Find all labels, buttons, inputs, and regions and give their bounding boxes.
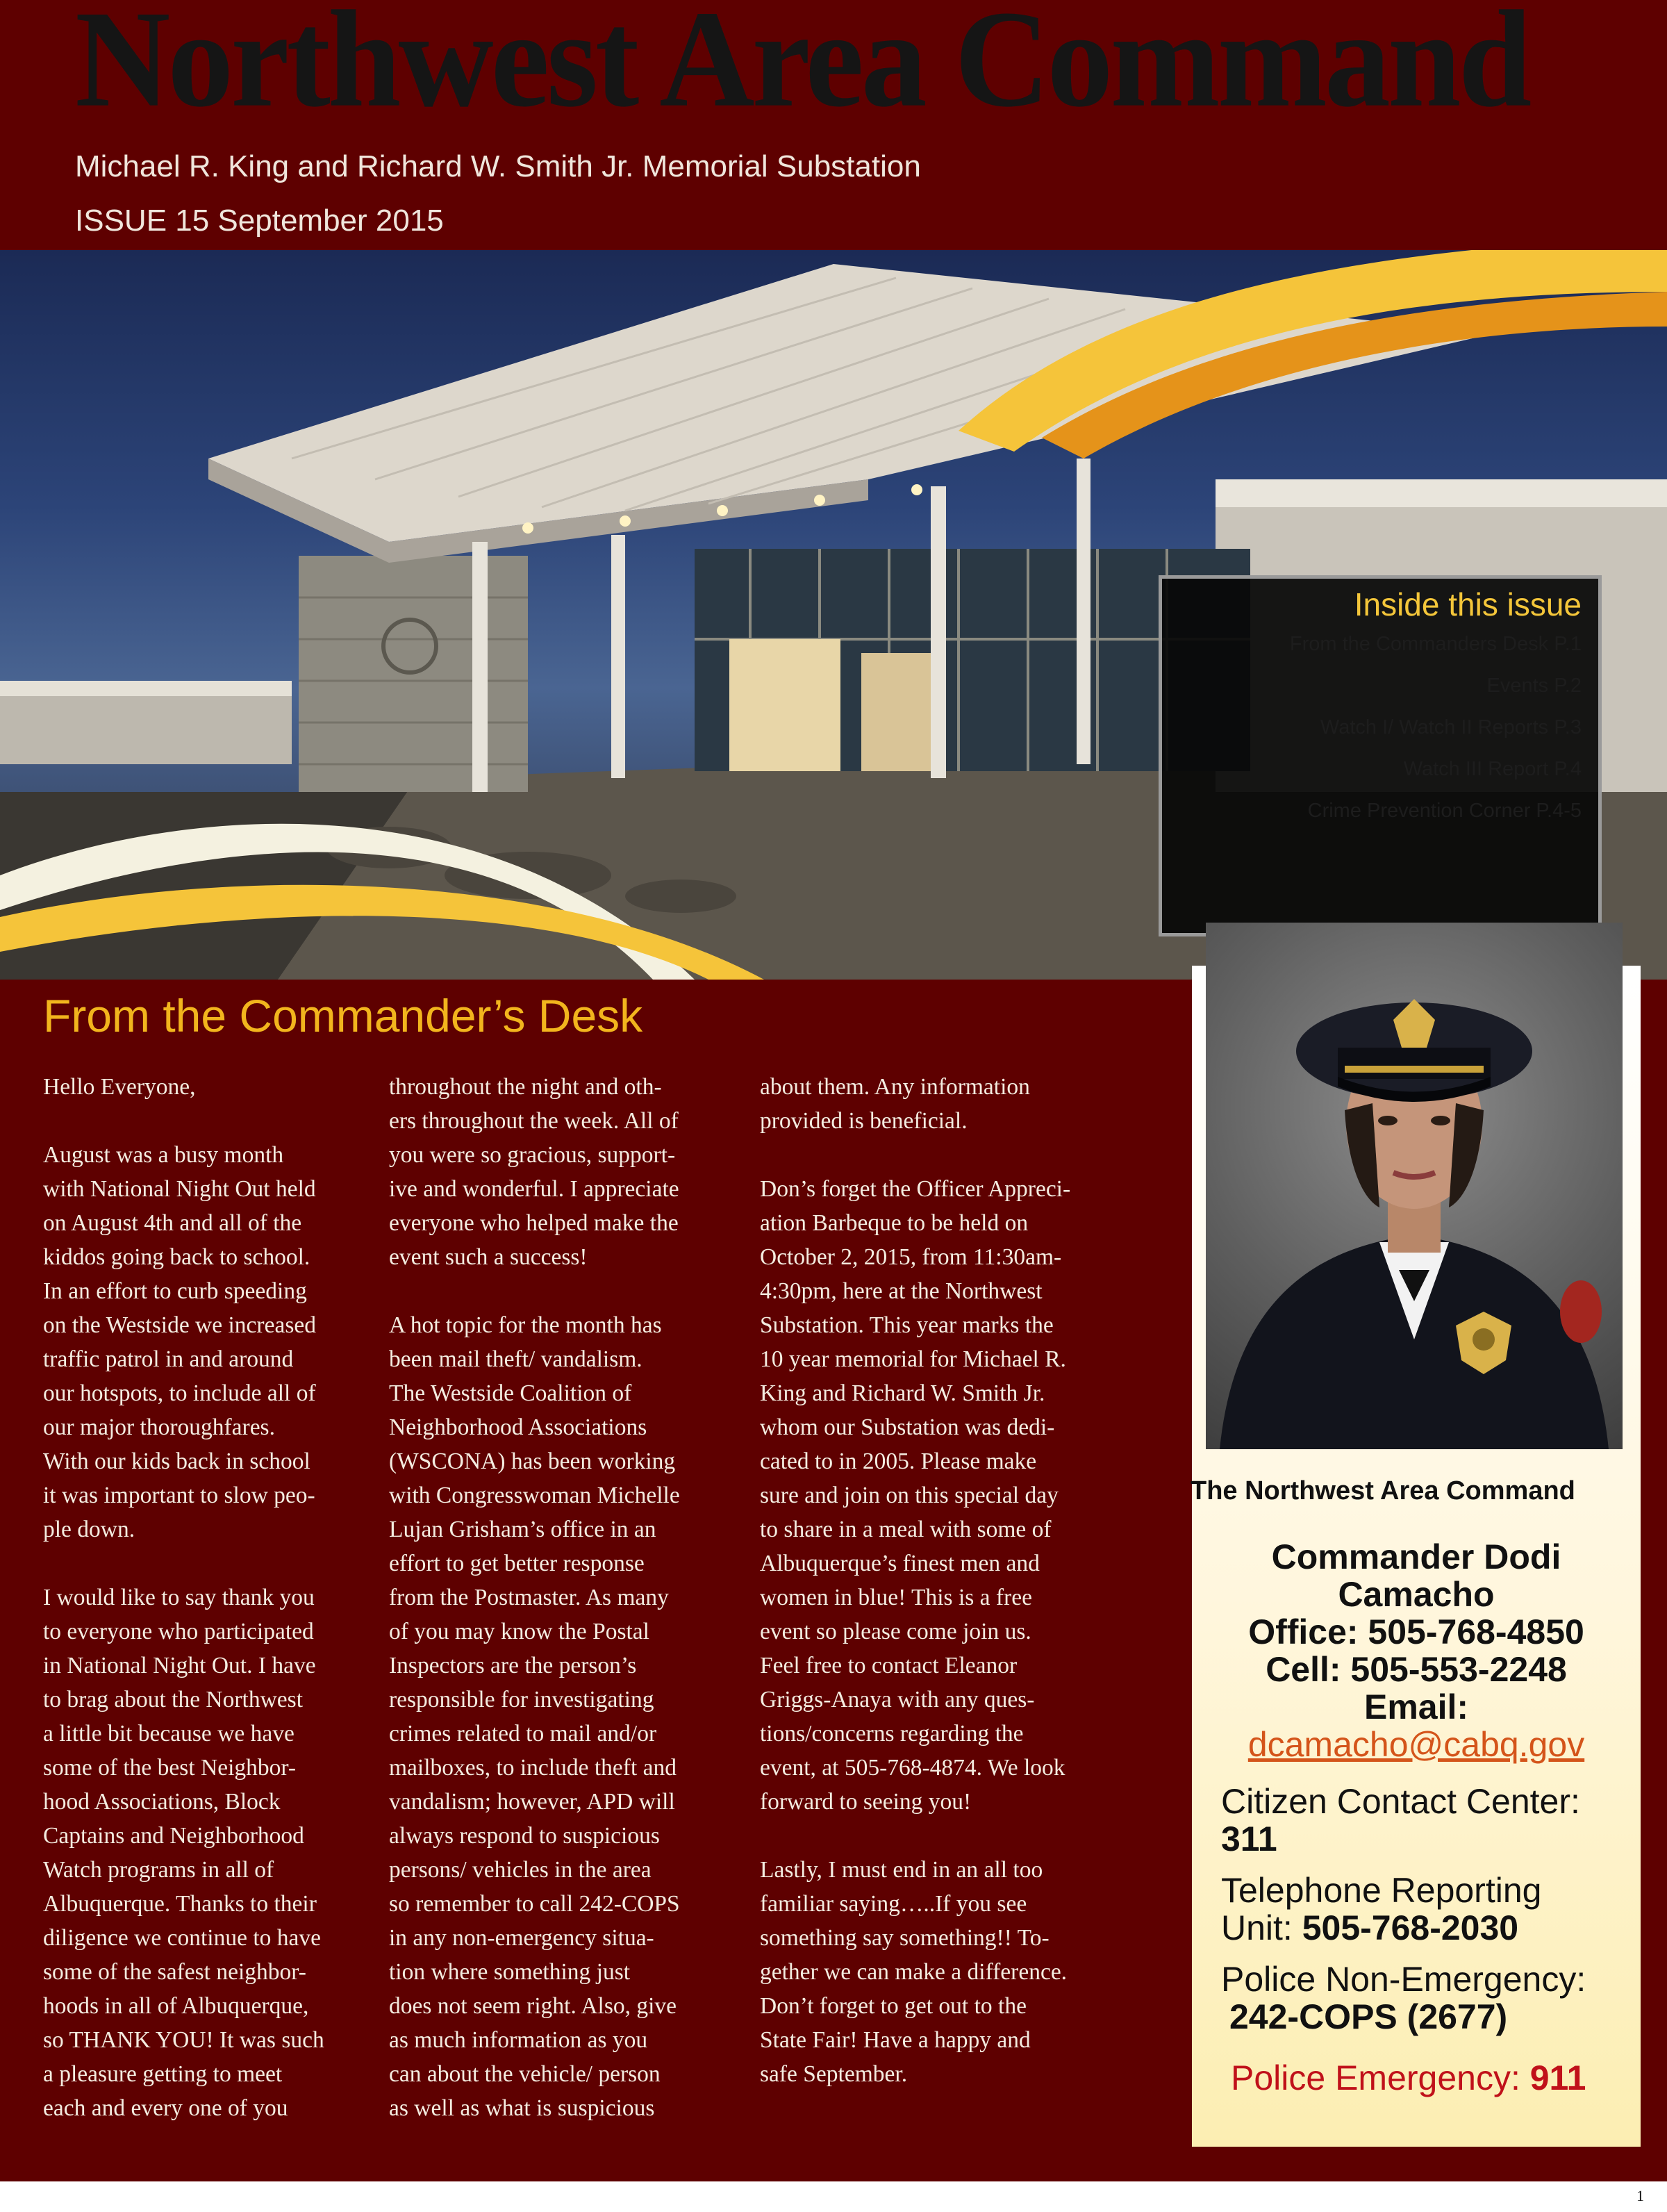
text-line: safe September. bbox=[760, 2061, 908, 2087]
text-line: so THANK YOU! It was such bbox=[43, 2027, 324, 2053]
text-line: October 2, 2015, from 11:30am- bbox=[760, 1244, 1062, 1270]
text-line: State Fair! Have a happy and bbox=[760, 2027, 1031, 2053]
text-line: cated to in 2005. Please make bbox=[760, 1448, 1037, 1474]
text-line: ple down. bbox=[43, 1517, 135, 1542]
text-line: a little bit because we have bbox=[43, 1721, 295, 1747]
paragraph bbox=[43, 1070, 324, 1104]
email-link[interactable]: dcamacho@cabq.gov bbox=[1247, 1725, 1585, 1764]
text-line: persons/ vehicles in the area bbox=[389, 1857, 652, 1883]
text-line: forward to seeing you! bbox=[760, 1789, 972, 1815]
telephone-reporting-row bbox=[1221, 1909, 1518, 1947]
text-line: 10 year memorial for Michael R. bbox=[760, 1346, 1066, 1372]
paragraph bbox=[760, 1853, 1070, 2091]
text-line: everyone who helped make the bbox=[389, 1210, 679, 1236]
telephone-reporting-label: Telephone Reporting bbox=[1221, 1871, 1542, 1910]
inside-this-issue-box bbox=[1159, 575, 1602, 936]
text-line: vandalism; however, APD will bbox=[389, 1789, 675, 1815]
article-column-1 bbox=[43, 1070, 324, 2159]
text-line: whom our Substation was dedi- bbox=[760, 1414, 1055, 1440]
issue-label: ISSUE 15 September 2015 bbox=[75, 204, 444, 238]
commander-name-line1: Commander Dodi bbox=[1271, 1537, 1561, 1576]
text-line: event such a success! bbox=[389, 1244, 588, 1270]
emergency-row bbox=[1231, 2059, 1586, 2097]
text-line: our major thoroughfares. bbox=[43, 1414, 275, 1440]
text-line: Don’s forget the Officer Appreci- bbox=[760, 1176, 1071, 1202]
text-line: Inspectors are the person’s bbox=[389, 1653, 637, 1678]
text-line: in any non-emergency situa- bbox=[389, 1925, 654, 1951]
text-line: to share in a meal with some of bbox=[760, 1517, 1052, 1542]
inside-issue-title: Inside this issue bbox=[1354, 586, 1582, 622]
text-line: responsible for investigating bbox=[389, 1687, 654, 1712]
text-line: A hot topic for the month has bbox=[389, 1312, 662, 1338]
text-line: mailboxes, to include theft and bbox=[389, 1755, 677, 1781]
text-line: with National Night Out held bbox=[43, 1176, 316, 1202]
text-line: something say something!! To- bbox=[760, 1925, 1050, 1951]
emergency-number: 911 bbox=[1529, 2058, 1586, 2097]
paragraph bbox=[760, 1172, 1070, 1819]
text-line: Griggs-Anaya with any ques- bbox=[760, 1687, 1035, 1712]
non-emergency-label: Police Non-Emergency: bbox=[1221, 1960, 1586, 1999]
text-line: each and every one of you bbox=[43, 2095, 288, 2121]
text-line: diligence we continue to have bbox=[43, 1925, 321, 1951]
inside-issue-item: Crime Prevention Corner P.4-5 bbox=[1307, 800, 1582, 822]
text-line: so remember to call 242-COPS bbox=[389, 1891, 680, 1917]
text-line: kiddos going back to school. bbox=[43, 1244, 310, 1270]
email-label: Email: bbox=[1363, 1687, 1469, 1726]
text-line: Captains and Neighborhood bbox=[43, 1823, 304, 1849]
text-line: event, at 505-768-4874. We look bbox=[760, 1755, 1065, 1781]
text-line: event so please come join us. bbox=[760, 1619, 1031, 1644]
text-line: crimes related to mail and/or bbox=[389, 1721, 657, 1747]
inside-issue-item: Watch III Report P.4 bbox=[1403, 758, 1582, 780]
text-line: with Congresswoman Michelle bbox=[389, 1483, 680, 1508]
text-line: Albuquerque’s finest men and bbox=[760, 1551, 1040, 1576]
text-line: King and Richard W. Smith Jr. bbox=[760, 1380, 1045, 1406]
text-line: on the Westside we increased bbox=[43, 1312, 316, 1338]
citizen-contact-number: 311 bbox=[1221, 1819, 1277, 1858]
text-line: ation Barbeque to be held on bbox=[760, 1210, 1029, 1236]
text-line: Lujan Grisham’s office in an bbox=[389, 1517, 656, 1542]
text-line: I would like to say thank you bbox=[43, 1585, 315, 1610]
newsletter-subtitle: Michael R. King and Richard W. Smith Jr. Memorial Substation bbox=[75, 149, 921, 183]
text-line: to brag about the Northwest bbox=[43, 1687, 303, 1712]
office-phone: Office: 505-768-4850 bbox=[1248, 1612, 1584, 1651]
text-line: Albuquerque. Thanks to their bbox=[43, 1891, 317, 1917]
telephone-reporting-number: 505-768-2030 bbox=[1302, 1908, 1519, 1947]
text-line: about them. Any information bbox=[760, 1074, 1030, 1100]
text-line: to everyone who participated bbox=[43, 1619, 314, 1644]
text-line: a pleasure getting to meet bbox=[43, 2061, 283, 2087]
paragraph bbox=[43, 1138, 324, 1546]
text-line: The Westside Coalition of bbox=[389, 1380, 632, 1406]
commander-photo bbox=[1206, 923, 1623, 1449]
text-line: been mail theft/ vandalism. bbox=[389, 1346, 642, 1372]
page-number: 1 bbox=[1636, 2187, 1644, 2204]
text-line: (WSCONA) has been working bbox=[389, 1448, 676, 1474]
text-line: our hotspots, to include all of bbox=[43, 1380, 316, 1406]
text-line: as well as what is suspicious bbox=[389, 2095, 655, 2121]
commander-name-line2: Camacho bbox=[1338, 1575, 1495, 1614]
text-line: of you may know the Postal bbox=[389, 1619, 649, 1644]
paragraph bbox=[43, 1580, 324, 2125]
text-line: familiar saying…..If you see bbox=[760, 1891, 1027, 1917]
text-line: you were so gracious, support- bbox=[389, 1142, 676, 1168]
email-row bbox=[1192, 1726, 1641, 1763]
text-line: ers throughout the week. All of bbox=[389, 1108, 679, 1134]
cell-phone: Cell: 505-553-2248 bbox=[1266, 1650, 1567, 1689]
text-line: hood Associations, Block bbox=[43, 1789, 281, 1815]
text-line: women in blue! This is a free bbox=[760, 1585, 1032, 1610]
text-line: it was important to slow peo- bbox=[43, 1483, 315, 1508]
text-line: as much information as you bbox=[389, 2027, 648, 2053]
paragraph bbox=[760, 1070, 1070, 1138]
text-line: Don’t forget to get out to the bbox=[760, 1993, 1027, 2019]
text-line: tion where something just bbox=[389, 1959, 631, 1985]
text-line: always respond to suspicious bbox=[389, 1823, 660, 1849]
non-emergency-number: 242-COPS (2677) bbox=[1229, 1997, 1508, 2036]
inside-issue-item: Events P.2 bbox=[1486, 675, 1582, 697]
text-line: Watch programs in all of bbox=[43, 1857, 274, 1883]
text-line: hoods in all of Albuquerque, bbox=[43, 1993, 309, 2019]
text-line: Feel free to contact Eleanor bbox=[760, 1653, 1018, 1678]
text-line: some of the safest neighbor- bbox=[43, 1959, 306, 1985]
citizen-contact-label: Citizen Contact Center: bbox=[1221, 1782, 1580, 1821]
text-line: does not seem right. Also, give bbox=[389, 1993, 677, 2019]
article-column-3 bbox=[760, 1070, 1070, 2125]
text-line: from the Postmaster. As many bbox=[389, 1585, 669, 1610]
paragraph bbox=[389, 1308, 680, 2125]
text-line: provided is beneficial. bbox=[760, 1108, 968, 1134]
section-title: From the Commander’s Desk bbox=[43, 990, 643, 1041]
inside-issue-item: Watch I/ Watch II Reports P.3 bbox=[1320, 716, 1582, 738]
text-line: tions/concerns regarding the bbox=[760, 1721, 1024, 1747]
text-line: August was a busy month bbox=[43, 1142, 284, 1168]
text-line: throughout the night and oth- bbox=[389, 1074, 662, 1100]
emergency-label: Police Emergency: bbox=[1231, 2058, 1530, 2097]
text-line: Lastly, I must end in an all too bbox=[760, 1857, 1043, 1883]
inside-issue-item: From the Commanders Desk P.1 bbox=[1289, 633, 1582, 655]
sidebar-heading: The Northwest Area Command bbox=[1191, 1476, 1575, 1505]
text-line: on August 4th and all of the bbox=[43, 1210, 302, 1236]
text-line: in National Night Out. I have bbox=[43, 1653, 316, 1678]
text-line: sure and join on this special day bbox=[760, 1483, 1059, 1508]
text-line: traffic patrol in and around bbox=[43, 1346, 294, 1372]
telephone-reporting-unit-label: Unit: bbox=[1221, 1908, 1302, 1947]
text-line: some of the best Neighbor- bbox=[43, 1755, 297, 1781]
newsletter-title: Northwest Area Command bbox=[75, 0, 1529, 136]
text-line: ive and wonderful. I appreciate bbox=[389, 1176, 679, 1202]
text-line: Substation. This year marks the bbox=[760, 1312, 1054, 1338]
paragraph bbox=[389, 1070, 680, 1274]
text-line: can about the vehicle/ person bbox=[389, 2061, 661, 2087]
text-line: With our kids back in school bbox=[43, 1448, 310, 1474]
text-line: effort to get better response bbox=[389, 1551, 645, 1576]
text-line: 4:30pm, here at the Northwest bbox=[760, 1278, 1043, 1304]
text-line: In an effort to curb speeding bbox=[43, 1278, 307, 1304]
text-line: Neighborhood Associations bbox=[389, 1414, 647, 1440]
text-line: Hello Everyone, bbox=[43, 1074, 196, 1100]
text-line: gether we can make a difference. bbox=[760, 1959, 1068, 1985]
article-column-2 bbox=[389, 1070, 680, 2159]
